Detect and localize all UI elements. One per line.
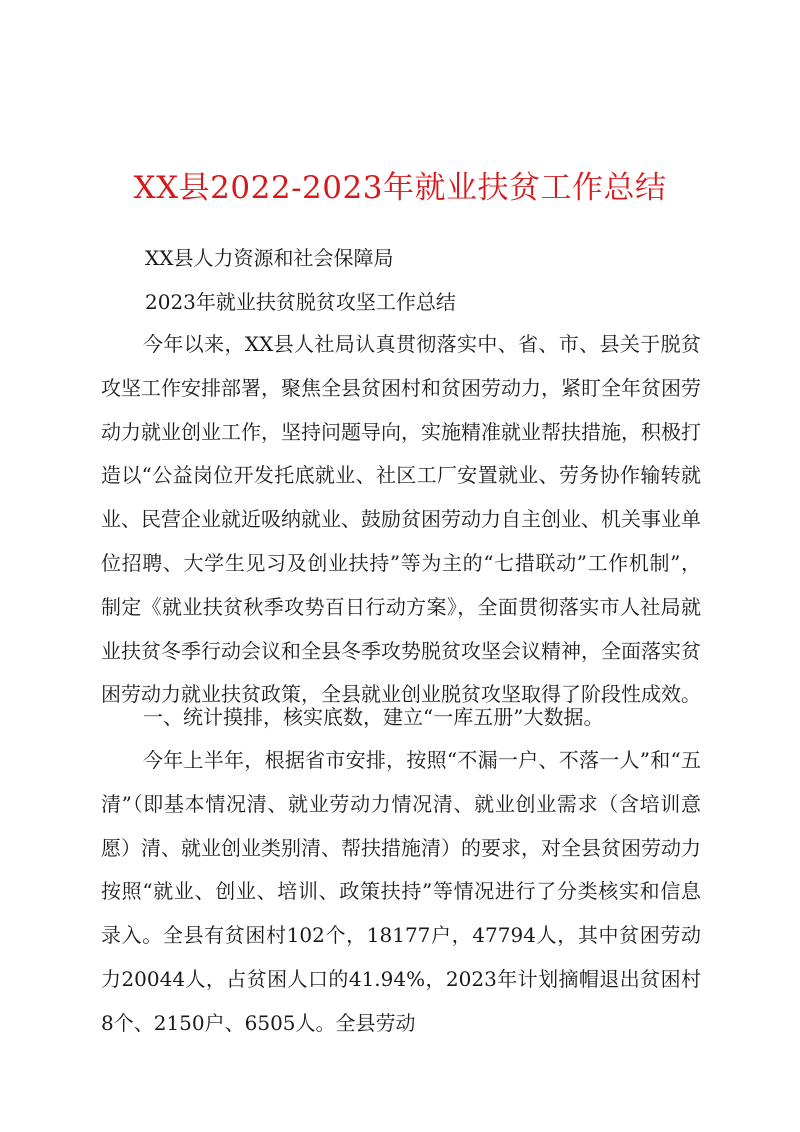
subtitle-line: 2023年就业扶贫脱贫攻坚工作总结: [145, 290, 456, 314]
section-heading-1: 一、统计摸排，核实底数，建立“一库五册”大数据。: [143, 705, 604, 729]
body-paragraph-2: 今年上半年，根据省市安排，按照“不漏一户、不落一人”和“五清”（即基本情况清、就业劳动力情况清、就业创业需求（含培训意愿）清、就业创业类别清、帮扶措施清）的要求，对全县贫困劳动力按照“就业、创业、培训、政策扶持”等情况进行了分类核实和信息录入。全县有贫困村102个，18177户，47794人，其中贫困劳动力20044人，占贫困人口的41.94%，2023年计划摘帽退出贫困村8个、2150户、6505人。全县劳动: [101, 748, 701, 1035]
issuer-line: XX县人力资源和社会保障局: [145, 246, 394, 270]
document-title: XX县2022-2023年就业扶贫工作总结: [133, 170, 667, 206]
body-paragraph-1: 今年以来，XX县人社局认真贯彻落实中、省、市、县关于脱贫攻坚工作安排部署，聚焦全县贫困村和贫困劳动力，紧盯全年贫困劳动力就业创业工作，坚持问题导向，实施精准就业帮扶措施，积极打造以“公益岗位开发托底就业、社区工厂安置就业、劳务协作输转就业、民营企业就近吸纳就业、鼓励贫困劳动力自主创业、机关事业单位招聘、大学生见习及创业扶持”等为主的“七措联动”工作机制”，制定《就业扶贫秋季攻势百日行动方案》，全面贯彻落实市人社局就业扶贫冬季行动会议和全县冬季攻势脱贫攻坚会议精神，全面落实贫困劳动力就业扶贫政策，全县就业创业脱贫攻坚取得了阶段性成效。: [101, 332, 701, 707]
